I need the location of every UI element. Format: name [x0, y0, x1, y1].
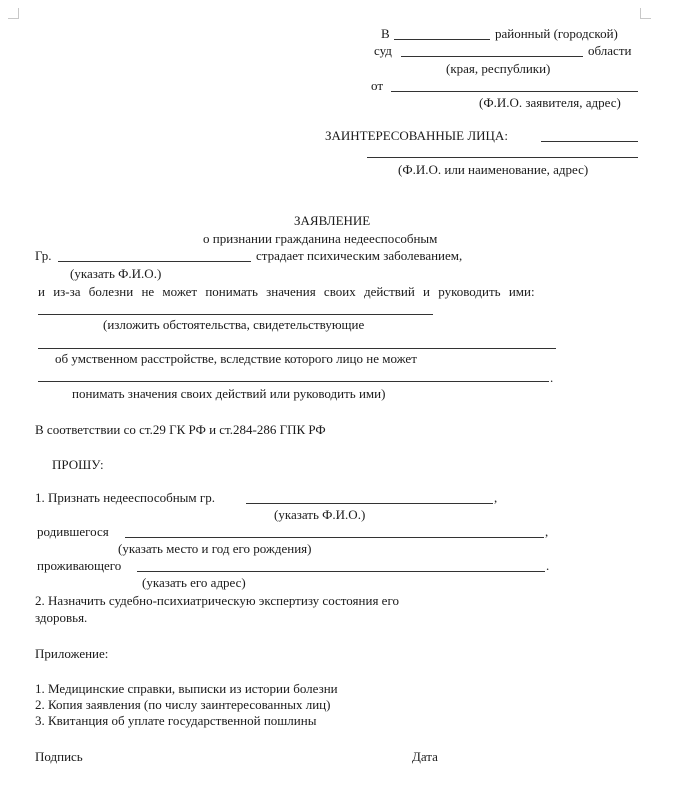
- applicant-hint: (Ф.И.О. заявителя, адрес): [479, 95, 621, 110]
- page-corner-mark-top-left: [8, 8, 19, 19]
- court-region-blank-line: [401, 56, 583, 57]
- item-1-name-hint: (указать Ф.И.О.): [274, 507, 366, 522]
- date-label: Дата: [412, 749, 438, 764]
- circumstances-blank-line-1: [38, 314, 433, 315]
- living-blank-line: [137, 571, 545, 572]
- born-comma: ,: [545, 524, 549, 539]
- born-label: родившегося: [37, 524, 109, 539]
- court-type-label: районный (городской): [495, 26, 618, 41]
- interested-parties-label: ЗАИНТЕРЕСОВАННЫЕ ЛИЦА:: [325, 128, 508, 143]
- document-title: ЗАЯВЛЕНИЕ: [294, 213, 371, 228]
- court-of-label: суд: [374, 43, 392, 58]
- citizen-name-blank-line: [58, 261, 251, 262]
- interested-parties-blank-line-1: [541, 141, 638, 142]
- circumstances-hint-2: об умственном расстройстве, вследствие которого лицо не может: [55, 351, 417, 366]
- citizen-name-hint: (указать Ф.И.О.): [70, 266, 162, 281]
- citizen-suffix: страдает психическим заболеванием,: [256, 248, 463, 263]
- living-label: проживающего: [37, 558, 122, 573]
- court-region-label: области: [588, 43, 632, 58]
- legal-basis-text: В соответствии со ст.29 ГК РФ и ст.284-286 ГПК РФ: [35, 422, 326, 437]
- signature-label: Подпись: [35, 749, 83, 764]
- interested-parties-blank-line-2: [367, 157, 638, 158]
- item-1-comma: ,: [494, 490, 498, 505]
- court-region-hint: (края, республики): [446, 61, 551, 76]
- attachment-item: 3. Квитанция об уплате государственной пошлины: [35, 713, 317, 728]
- living-hint: (указать его адрес): [142, 575, 246, 590]
- circumstances-blank-line-3: [38, 381, 549, 382]
- page-corner-mark-top-right: [640, 8, 651, 19]
- court-prefix: В: [381, 26, 390, 41]
- circumstances-period: .: [550, 370, 554, 385]
- item-2-line-1: 2. Назначить судебно-психиатрическую экспертизу состояния его: [35, 593, 399, 608]
- born-hint: (указать место и год его рождения): [118, 541, 312, 556]
- attachment-item: 1. Медицинские справки, выписки из истории болезни: [35, 681, 338, 696]
- living-period: .: [546, 558, 550, 573]
- citizen-prefix: Гр.: [35, 248, 52, 263]
- circumstances-hint-3: понимать значения своих действий или руководить ими): [72, 386, 386, 401]
- interested-parties-hint: (Ф.И.О. или наименование, адрес): [398, 162, 589, 177]
- attachment-item: 2. Копия заявления (по числу заинтересованных лиц): [35, 697, 331, 712]
- circumstances-hint-1: (изложить обстоятельства, свидетельствующие: [103, 317, 365, 332]
- from-label: от: [371, 78, 384, 93]
- item-1-text: 1. Признать недееспособным гр.: [35, 490, 215, 505]
- item-1-name-blank-line: [246, 503, 493, 504]
- attachments-label: Приложение:: [35, 646, 109, 661]
- item-2-line-2: здоровья.: [35, 610, 88, 625]
- court-name-blank-line: [394, 39, 490, 40]
- document-subtitle: о признании гражданина недееспособным: [203, 231, 438, 246]
- born-blank-line: [125, 537, 544, 538]
- request-label: ПРОШУ:: [52, 457, 104, 472]
- circumstances-blank-line-2: [38, 348, 556, 349]
- applicant-blank-line: [391, 91, 638, 92]
- cannot-understand-text: и из-за болезни не может понимать значения своих действий и руководить ими:: [38, 284, 535, 299]
